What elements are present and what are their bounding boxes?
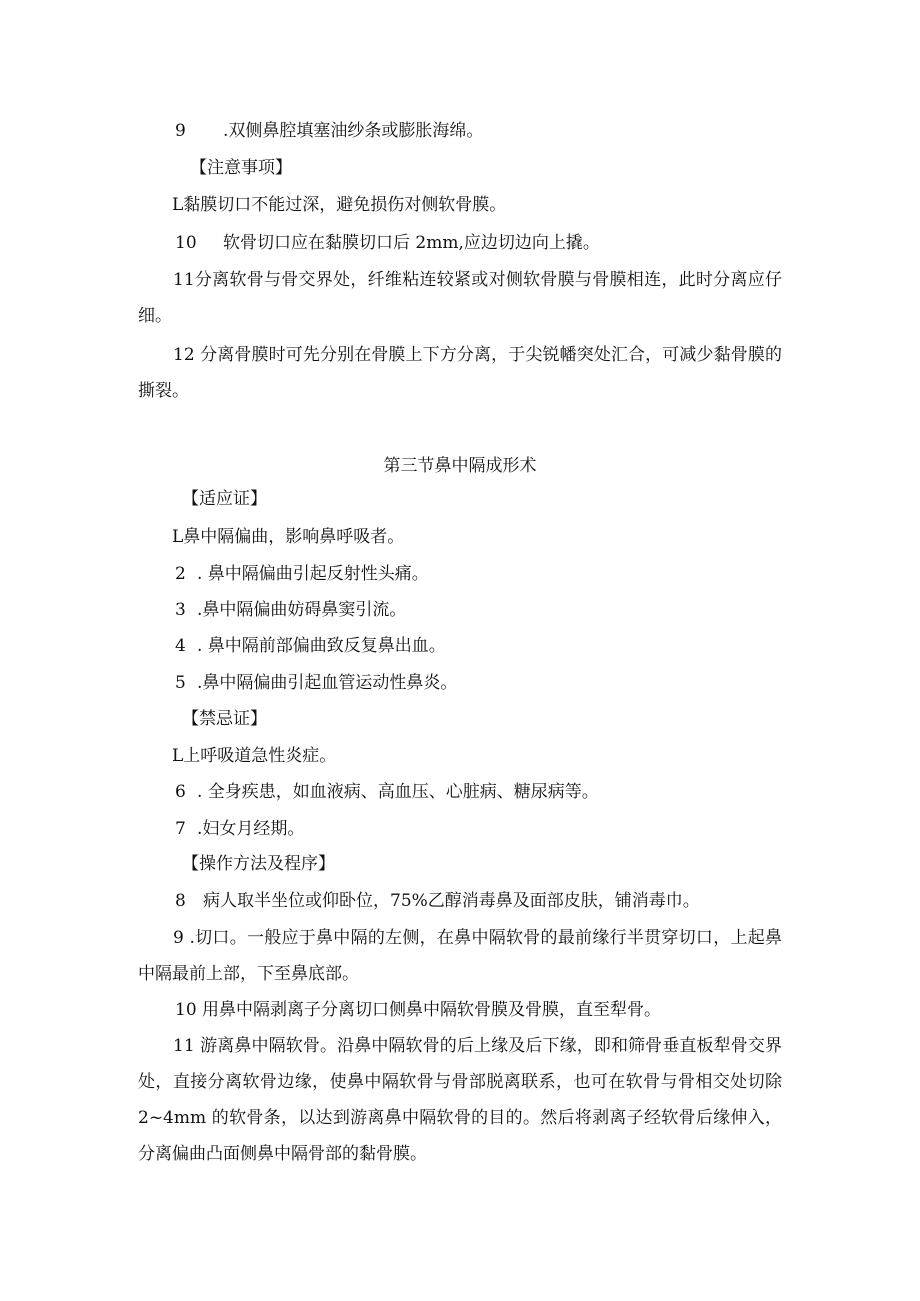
step-9: 9 .切口。一般应于鼻中隔的左侧，在鼻中隔软骨的最前缘行半贯穿切口，上起鼻中隔最前上部，下至鼻底部。 [138, 928, 782, 984]
contraindication-item: 7 .妇女月经期。 [175, 819, 305, 839]
notes-heading: 【注意事项】 [190, 158, 292, 178]
indication-item: 3 .鼻中隔偏曲妨碍鼻窦引流。 [175, 600, 407, 620]
note-1: L黏膜切口不能过深，避免损伤对侧软骨膜。 [172, 195, 507, 215]
indication-item: 2 . 鼻中隔偏曲引起反射性头痛。 [175, 564, 429, 584]
indication-item: 4 . 鼻中隔前部偏曲致反复鼻出血。 [175, 636, 446, 656]
contraindication-item: 6 . 全身疾患，如血液病、高血压、心脏病、糖尿病等。 [175, 782, 599, 802]
indication-item: L鼻中隔偏曲，影响鼻呼吸者。 [172, 527, 405, 547]
section-title: 第三节鼻中隔成形术 [383, 456, 537, 476]
item-9: 9 .双侧鼻腔填塞油纱条或膨胀海绵。 [175, 121, 484, 141]
contraindications-heading: 【禁忌证】 [182, 709, 267, 729]
step-10: 10 用鼻中隔剥离子分离切口侧鼻中隔软骨膜及骨膜，直至犁骨。 [175, 1000, 662, 1020]
step-8: 8 病人取半坐位或仰卧位，75%乙醇消毒鼻及面部皮肤，铺消毒巾。 [175, 891, 700, 911]
step-11: 11 游离鼻中隔软骨。沿鼻中隔软骨的后上缘及后下缘，即和筛骨垂直板犁骨交界处，直接分离软骨边缘，使鼻中隔软骨与骨部脱离联系，也可在软骨与骨相交处切除 2~4mm 的软骨条，以达到游离鼻中隔软骨的目的。然后将剥离子经软骨后缘伸入，分离偏曲凸面侧鼻中隔骨部的黏骨膜。 [138, 1036, 782, 1164]
contraindication-item: L上呼吸道急性炎症。 [172, 746, 337, 766]
note-12: 12 分离骨膜时可先分别在骨膜上下方分离，于尖锐幡突处汇合，可减少黏骨膜的撕裂。 [138, 345, 782, 401]
indications-heading: 【适应证】 [182, 489, 267, 509]
indication-item: 5 .鼻中隔偏曲引起血管运动性鼻炎。 [175, 673, 458, 693]
procedure-heading: 【操作方法及程序】 [182, 854, 335, 874]
note-10: 10 软骨切口应在黏膜切口后 2mm,应边切边向上撬。 [175, 233, 600, 253]
note-11: 11分离软骨与骨交界处，纤维粘连较紧或对侧软骨膜与骨膜相连，此时分离应仔细。 [138, 270, 782, 326]
